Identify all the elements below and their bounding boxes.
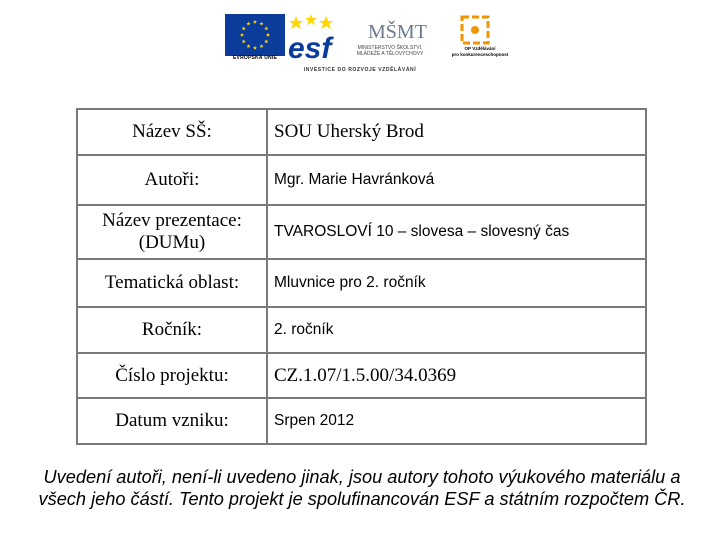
label-presentation-line1: Název prezentace: [102,210,242,231]
op-caption-line2: pro konkurenceschopnost [451,51,509,57]
table-row-presentation [77,205,646,259]
logo-banner [0,0,720,80]
table-row-grade [77,307,646,353]
label-topic: Tematická oblast: [77,259,267,307]
eu-caption: EVROPSKÁ UNIE [233,55,277,61]
label-school: Název SŠ: [77,109,267,155]
esf-logo-icon [286,12,338,65]
op-caption-line1: OP Vzdělávání [464,46,496,51]
msmt-logo-text: MŠMT [368,21,427,43]
table-row-date [77,398,646,444]
footer-note [22,466,702,510]
msmt-caption-line2: MLÁDEŽE A TĚLOVÝCHOVY [356,51,424,57]
label-grade: Ročník: [77,307,267,353]
table-row-authors [77,155,646,205]
label-presentation-line2: (DUMu) [138,232,206,253]
msmt-caption-line1: MINISTERSTVO ŠKOLSTVÍ, [357,45,423,51]
label-date: Datum vzniku: [77,398,267,444]
op-caption [440,46,520,57]
info-table [76,108,647,445]
table-row-topic [77,259,646,307]
msmt-logo-icon [366,14,427,44]
msmt-caption [340,45,440,57]
value-presentation: TVAROSLOVÍ 10 – slovesa – slovesný čas [267,205,646,259]
value-topic: Mluvnice pro 2. ročník [267,259,646,307]
value-date: Srpen 2012 [267,398,646,444]
esf-logo-text: esf [288,32,332,65]
label-authors: Autoři: [77,155,267,205]
label-project: Číslo projektu: [77,353,267,398]
footer-line2: všech jeho částí. Tento projekt je spolufinancován ESF a státním rozpočtem ČR. [38,489,686,509]
tagline: INVESTICE DO ROZVOJE VZDĚLÁVÁNÍ [303,67,417,73]
value-authors: Mgr. Marie Havránková [267,155,646,205]
table-row-school [77,109,646,155]
table-row-project [77,353,646,398]
value-project: CZ.1.07/1.5.00/34.0369 [267,353,646,398]
eu-flag-icon [225,14,285,56]
footer-line1: Uvedení autoři, není-li uvedeno jinak, jsou autory tohoto výukového materiálu a [43,467,681,487]
value-school: SOU Uherský Brod [267,109,646,155]
value-grade: 2. ročník [267,307,646,353]
label-presentation [77,205,267,259]
op-logo-icon [456,14,496,46]
